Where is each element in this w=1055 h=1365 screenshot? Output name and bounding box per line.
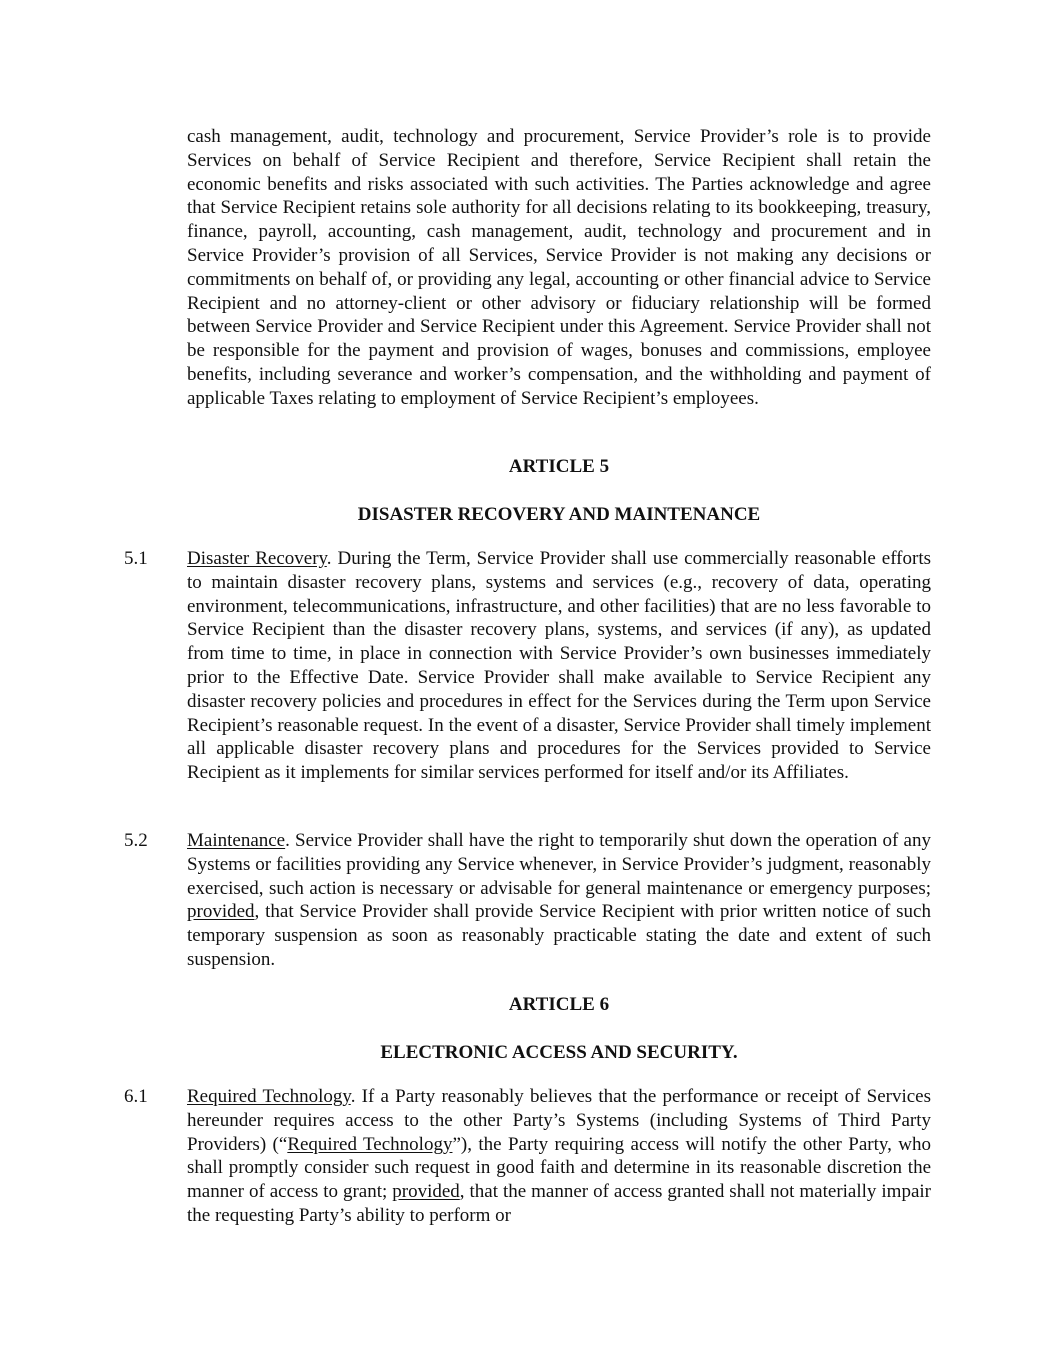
- section-6-1-text-b: ”), the Party requiring access will notify the other Party, who shall promptly consider such request in good faith and determine in its reasonable discretion the manner of access to grant;: [187, 1133, 932, 1203]
- article-6-title: ELECTRONIC ACCESS AND SECURITY.: [380, 1042, 738, 1063]
- section-5-2-number: 5.2: [124, 830, 148, 851]
- section-5-1-number: 5.1: [124, 548, 148, 569]
- section-5-2-text-b: , that Service Provider shall provide Service Recipient with prior written notice of such temporary suspension as soon as reasonably practicable stating the date and extent of such suspension.: [187, 901, 931, 970]
- section-5-1-text: . During the Term, Service Provider shall use commercially reasonable efforts to maintain disaster recovery plans, systems and services (e.g., recovery of data, operating environment, telecommunications, infrastructure, and other facilities) that are no less favorable to Service Recipient than the disaster recovery plans, systems, and services (if any), as updated from time to time, in place in connection with Service Provider’s own businesses immediately prior to the Effective Date. Service Provider shall make available to Service Recipient any disaster recovery policies and procedures in effect for the Services during the Term upon Service Recipient’s reasonable request. In the event of a disaster, Service Provider shall timely implement all applicable disaster recovery plans and procedures for the Services provided to Service Recipient as it implements for similar services performed for itself and/or its Affiliates.: [187, 548, 932, 784]
- article-5-number: ARTICLE 5: [508, 456, 610, 477]
- section-5-1-heading: Disaster Recovery: [187, 548, 327, 569]
- section-6-1-paragraph: [187, 1085, 931, 1228]
- section-6-1-text-a: . If a Party reasonably believes that the performance or receipt of Services hereunder requires access to the other Party’s Systems (including Systems of Third Party Providers) (“: [187, 1086, 931, 1155]
- section-6-1-defined-term: Required Technology: [287, 1133, 453, 1155]
- section-5-2-text-a: . Service Provider shall have the right to temporarily shut down the operation of any Systems or facilities providing any Service whenever, in Service Provider’s judgment, reasonably exercised, such action is necessary or advisable for general maintenance or emergency purposes;: [187, 830, 931, 899]
- section-6-1-text-c: , that the manner of access granted shall not materially impair the requesting Party’s ability to perform or: [187, 1181, 931, 1226]
- article-5-title: DISASTER RECOVERY AND MAINTENANCE: [357, 504, 761, 525]
- section-5-1-paragraph: [187, 547, 931, 785]
- section-5-2-heading: Maintenance: [187, 830, 286, 851]
- section-6-1-heading: Required Technology: [187, 1086, 351, 1107]
- section-6-1-provided: provided: [392, 1181, 460, 1203]
- article-6-number: ARTICLE 6: [508, 994, 610, 1015]
- section-6-1-number: 6.1: [124, 1086, 148, 1107]
- section-5-2-provided: provided: [187, 901, 255, 923]
- section-5-2-paragraph: [187, 829, 931, 972]
- intro-paragraph: cash management, audit, technology and procurement, Service Provider’s role is to provide Services on behalf of Service Recipient and therefore, Service Recipient shall retain the economic benefits and risks associated with such activities. The Parties acknowledge and agree that Service Recipient retains sole authority for all decisions relating to its bookkeeping, treasury, finance, payroll, accounting, cash management, audit, technology and procurement and in Service Provider’s provision of all Services, Service Provider is not making any decisions or commitments on behalf of, or providing any legal, accounting or other financial advice to Service Recipient and no attorney-client or other advisory or fiduciary relationship will be formed between Service Provider and Service Recipient under this Agreement. Service Provider shall not be responsible for the payment and provision of wages, bonuses and commissions, employee benefits, including severance and worker’s compensation, and the withholding and payment of applicable Taxes relating to employment of Service Recipient’s employees.: [187, 126, 931, 409]
